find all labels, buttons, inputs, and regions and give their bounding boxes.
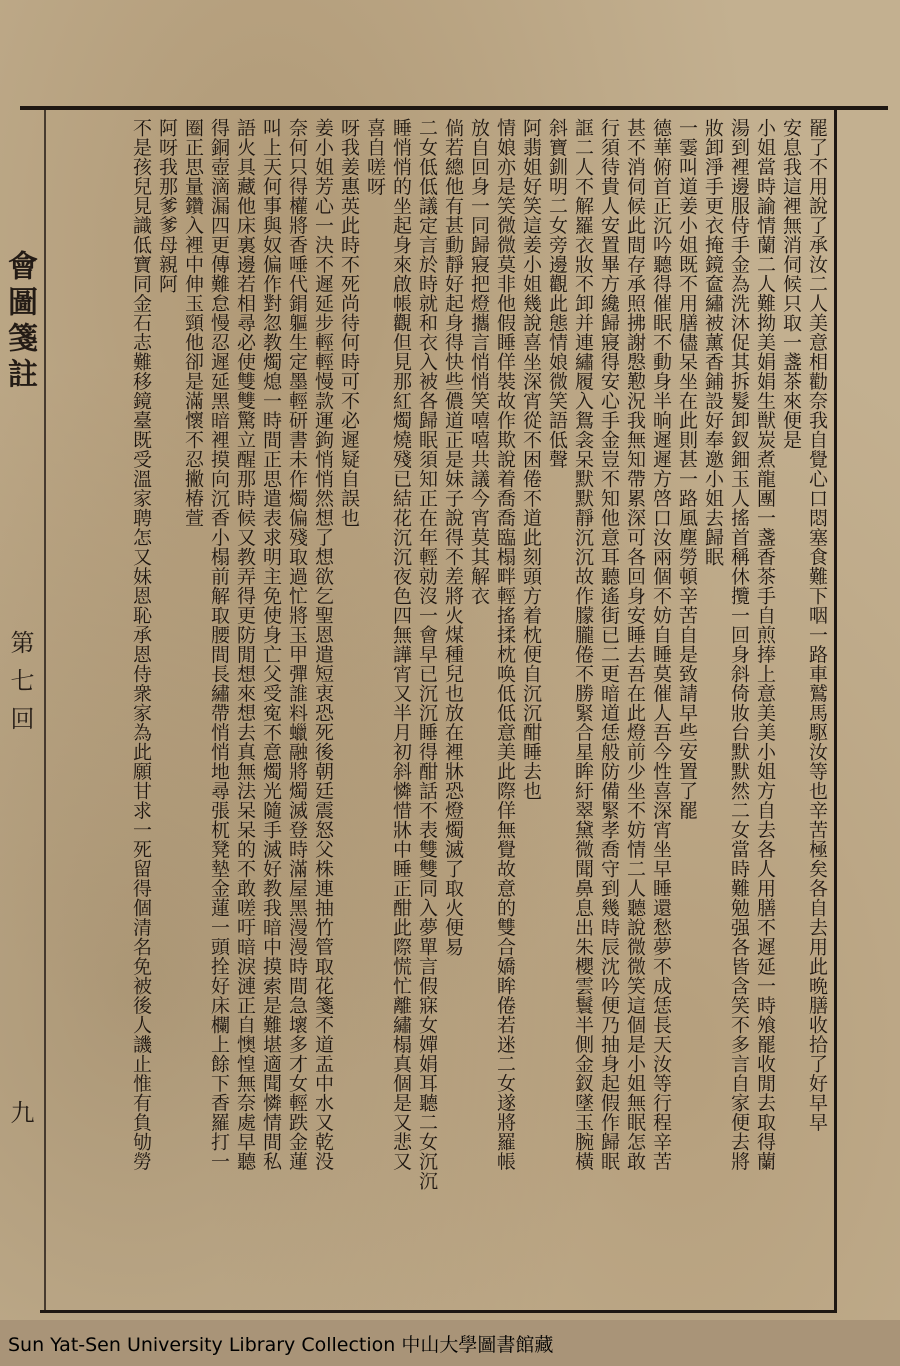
frame-right-border (834, 106, 837, 1311)
text-column: 罷了不用說了承汝二人美意相勸奈我自覺心口悶塞食難下咽一路車鷲馬駆汝等也辛苦極矣各自去用此晩膳收拾了好早早 (806, 118, 828, 1132)
text-column: 阿呀我那爹爹母親阿 (156, 118, 178, 294)
collection-credit: Sun Yat-Sen University Library Collection 中山大學圖書館藏 (8, 1334, 554, 1356)
text-column: 睡悄悄的坐起身來啟帳觀但見那紅燭燒殘已結花沉沉夜色四無譁宵又半月初斜憐惜牀中睡正酣此際慌忙離繡榻真個是又悲又 (390, 118, 412, 1171)
text-column: 喜自嗟呀 (364, 118, 386, 196)
spine-divider (44, 110, 46, 1310)
text-column: 語火具藏他床裏邊若相尋必使雙雙驚立醒那時候又教弄得更防閒想來想去真無法呆呆的不敢嗟吁暗淚漣正自懊惶無奈處早聽 (234, 118, 256, 1171)
frame-bottom-border (40, 1310, 837, 1313)
text-column: 倘若總他有甚動靜好起身得快些儂道正是妹子說得不差將火煤種兒也放在裡牀恐燈燭滅了取火便易 (442, 118, 464, 957)
text-column: 不是孩兒見識低寶同金石志難移鏡臺既受溫家聘怎又妹恩恥承恩侍衆家為此願甘求一死留得個清名免被後人譏止惟有負劬勞 (130, 118, 152, 1171)
text-column: 呀我姜惠英此時不死尚待何時可不必遲疑自誤也 (338, 118, 360, 528)
page-number: 九 (6, 1100, 34, 1124)
frame-top-border (20, 106, 888, 110)
text-column: 阿翡姐好笑這姜小姐幾說喜坐深宵從不困倦不道此刻頭方着枕便自沉沉酣睡去也 (520, 118, 542, 801)
text-column: 姜小姐芳心一決不遲延步輕輕慢款運鉤悄悄然想了想欲乞聖恩遣短衷恐死後朝廷震怒父株連抽竹管取花箋不道盂中水又乾没 (312, 118, 334, 1171)
margin-column (0, 110, 44, 1310)
text-column: 斜寶釧明二女旁邊觀此態情娘微笑語低聲 (546, 118, 568, 469)
text-column: 二女低低議定言於時就和衣入被各歸眠須知正在年輕勍沒一會早已沉沉睡得酣話不表雙雙同入夢單言假寐女嬋娟耳聽二女沉沉 (416, 118, 438, 1191)
text-column: 德華俯首正沉吟聽得催眠不動身半晌遲遲方啓口汝兩個不妨自睡莫催人吾今性喜深宵坐早睡還愁夢不成恁長天汝等行程辛苦 (650, 118, 672, 1171)
text-column: 情娘亦是笑微微莫非他假睡佯裝故作欺說着喬喬臨榻畔輕搖揉枕唤低低意美此際佯無覺故意的雙合嬌眸倦若迷二女遂將羅帳 (494, 118, 516, 1171)
text-column: 放自回身一同歸寢把燈攜言悄悄笑嘻嘻共議今宵莫其解衣 (468, 118, 490, 606)
text-column: 誆二人不解羅衣妝不卸并連繡履入鴛衾呆默默靜沉沉故作朦朧倦不勝緊合星眸紆翠黛微聞鼻息出朱櫻雲鬟半側金釵墜玉腕橫 (572, 118, 594, 1171)
main-text-block (55, 118, 830, 1308)
book-title: 會圖箋註 (2, 250, 37, 394)
collection-footer (0, 1320, 900, 1366)
chapter-label: 第七回 (6, 630, 34, 744)
text-column: 圈正思量鑽入裡中伸玉頸他卻是滿懷不忍撇椿萱 (182, 118, 204, 528)
text-column: 叫上天何事與奴偏作對忽教燭熄一時間正思遣表求明主免使身亡父受寃不意燭光隨手滅好教我暗中摸索是難堪適聞憐情間私 (260, 118, 282, 1171)
text-column: 一霎叫道姜小姐既不用膳儘呆坐在此則甚一路風塵勞頓辛苦自是致請早些安置了罷 (676, 118, 698, 820)
text-column: 安息我這裡無消伺候只取一盞茶來便是 (780, 118, 802, 450)
text-column: 得銅壺滴漏四更傳難怠慢忍遲延黑暗裡摸向沉香小榻前解取腰間長繡帶悄悄地尋張杌凳墊金蓮一頭拴好床欄上餘下香羅打一 (208, 118, 230, 1171)
text-column: 行須待貴人安置畢方纔歸寢得安心手金豈不知他意耳聽遙街已二更暗道恁般防備緊孝喬守到幾時辰沈吟便乃抽身起假作歸眠 (598, 118, 620, 1171)
text-column: 奈何只得權將香唾代鋗軀生定墨輕研書未作燭偏殘取過忙將玉甲彈誰料蠟融將燭滅登時滿屋黑漫漫時間急壞多才女輕跌金蓮 (286, 118, 308, 1171)
text-column: 甚不消伺候此間存承照拂謝慇懃況我無知帶累深可各回身安睡去吾在此燈前少坐不妨情二人聽說微微笑這個是小姐無眠怎敢 (624, 118, 646, 1171)
text-column: 小姐當時諭情蘭二人難拗美娟娟生獣炭煮龍團一盞香茶手自煎捧上意美美小姐方自去各人用膳不遲延一時飧罷收閒去取得蘭 (754, 118, 776, 1171)
text-column: 湯到裡邊服侍手金為洗沐促其拆髮卸釵鈿玉人搖首稱休攬一回身斜倚妝台默默然二女當時難勉强各皆含笑不多言自家便去將 (728, 118, 750, 1171)
text-column: 妝卸淨手更衣掩鏡奩繡被薰香鋪設好奉邀小姐去歸眠 (702, 118, 724, 567)
